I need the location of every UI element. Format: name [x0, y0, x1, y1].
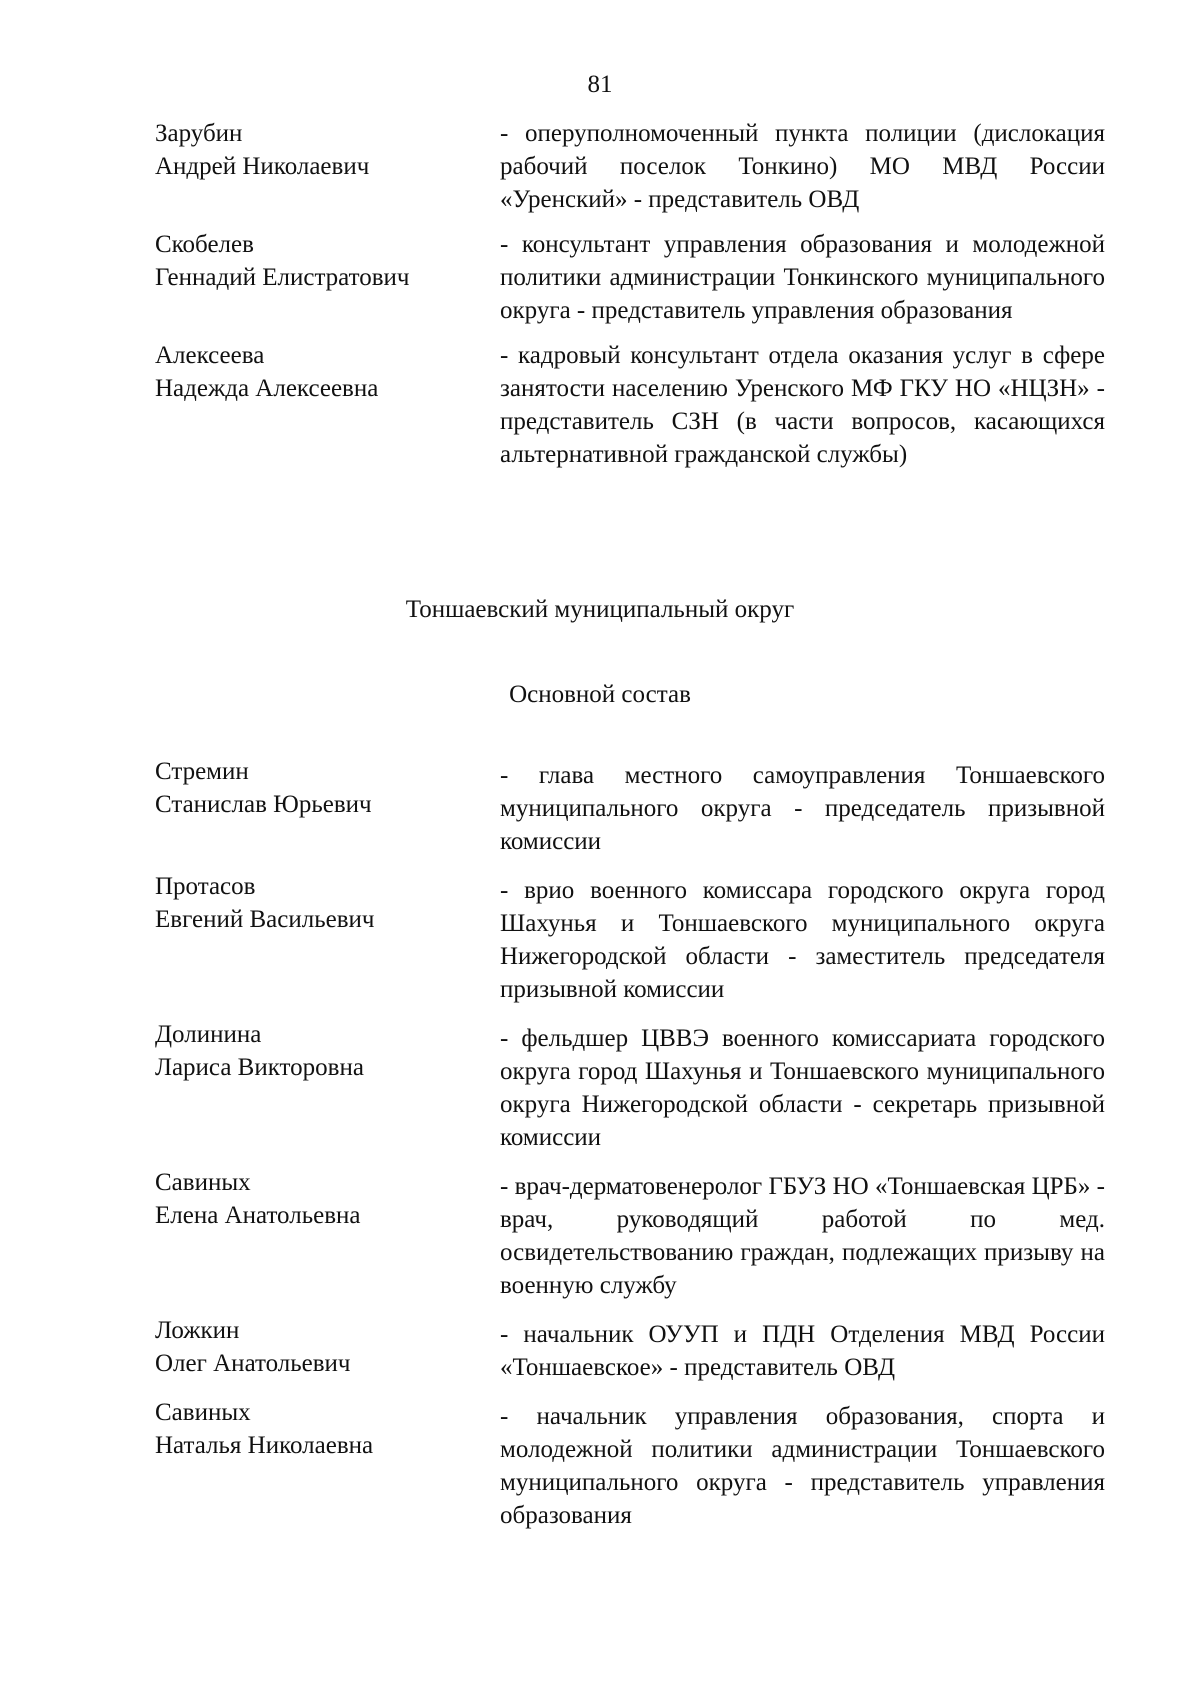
- member-position: - начальник управления образования, спорта и молодежной политики администрации Тоншаевского муниципального округа - представитель управления образования: [500, 1403, 1105, 1529]
- member-entry: [155, 1018, 1105, 1154]
- member-name: [155, 870, 500, 936]
- member-name: [155, 1396, 500, 1462]
- member-given-name: Наталья Николаевна: [155, 1432, 374, 1459]
- member-entry: [155, 1314, 1105, 1384]
- top-entries-list: [155, 117, 1105, 471]
- member-given-name: Лариса Викторовна: [155, 1054, 364, 1081]
- member-name: [155, 1314, 500, 1380]
- member-surname: Савиных: [155, 1169, 251, 1196]
- member-surname: Зарубин: [155, 120, 243, 147]
- member-surname: Стремин: [155, 758, 249, 785]
- member-position: - фельдшер ЦВВЭ военного комиссариата городского округа город Шахунья и Тоншаевского муниципального округа Нижегородской области - секретарь призывной комиссии: [500, 1025, 1105, 1151]
- member-name: [155, 1166, 500, 1232]
- member-entry: [155, 228, 1105, 327]
- member-position: - консультант управления образования и молодежной политики администрации Тонкинского муниципального округа - представитель управления образования: [500, 231, 1105, 324]
- member-entry: [155, 870, 1105, 1006]
- member-surname: Ложкин: [155, 1317, 240, 1344]
- member-name: [155, 228, 500, 294]
- member-position: - врио военного комиссара городского округа город Шахунья и Тоншаевского муниципального округа Нижегородской области - заместитель председателя призывной комиссии: [500, 877, 1105, 1003]
- member-entry: [155, 1166, 1105, 1302]
- member-entry: [155, 755, 1105, 858]
- page-number: 81: [587, 71, 613, 98]
- member-name: [155, 339, 500, 405]
- member-entry: [155, 339, 1105, 471]
- member-surname: Протасов: [155, 873, 256, 900]
- member-given-name: Геннадий Елистратович: [155, 264, 410, 291]
- member-entry: [155, 1396, 1105, 1532]
- member-surname: Алексеева: [155, 342, 265, 369]
- composition-title: Основной состав: [509, 681, 691, 708]
- member-position: - кадровый консультант отдела оказания услуг в сфере занятости населению Уренского МФ ГКУ НО «НЦЗН» - представитель СЗН (в части вопросов, касающихся альтернативной гражданской службы): [500, 342, 1105, 468]
- district-title: Тоншаевский муниципальный округ: [405, 596, 795, 623]
- member-name: [155, 1018, 500, 1084]
- member-name: [155, 755, 500, 821]
- member-surname: Скобелев: [155, 231, 254, 258]
- member-position: - глава местного самоуправления Тоншаевского муниципального округа - председатель призывной комиссии: [500, 762, 1105, 855]
- member-position: - оперуполномоченный пункта полиции (дислокация рабочий поселок Тонкино) МО МВД России «Уренский» - представитель ОВД: [500, 120, 1105, 213]
- member-surname: Долинина: [155, 1021, 262, 1048]
- member-given-name: Елена Анатольевна: [155, 1202, 361, 1229]
- member-surname: Савиных: [155, 1399, 251, 1426]
- member-given-name: Станислав Юрьевич: [155, 791, 372, 818]
- member-position: - врач-дерматовенеролог ГБУЗ НО «Тоншаевская ЦРБ» - врач, руководящий работой по мед. освидетельствованию граждан, подлежащих призыву на военную службу: [500, 1173, 1105, 1299]
- main-entries-list: [155, 755, 1105, 1532]
- member-position: - начальник ОУУП и ПДН Отделения МВД России «Тоншаевское» - представитель ОВД: [500, 1321, 1105, 1381]
- member-given-name: Олег Анатольевич: [155, 1350, 351, 1377]
- member-given-name: Надежда Алексеевна: [155, 375, 379, 402]
- member-given-name: Андрей Николаевич: [155, 153, 370, 180]
- member-entry: [155, 117, 1105, 216]
- member-given-name: Евгений Васильевич: [155, 906, 375, 933]
- member-name: [155, 117, 500, 183]
